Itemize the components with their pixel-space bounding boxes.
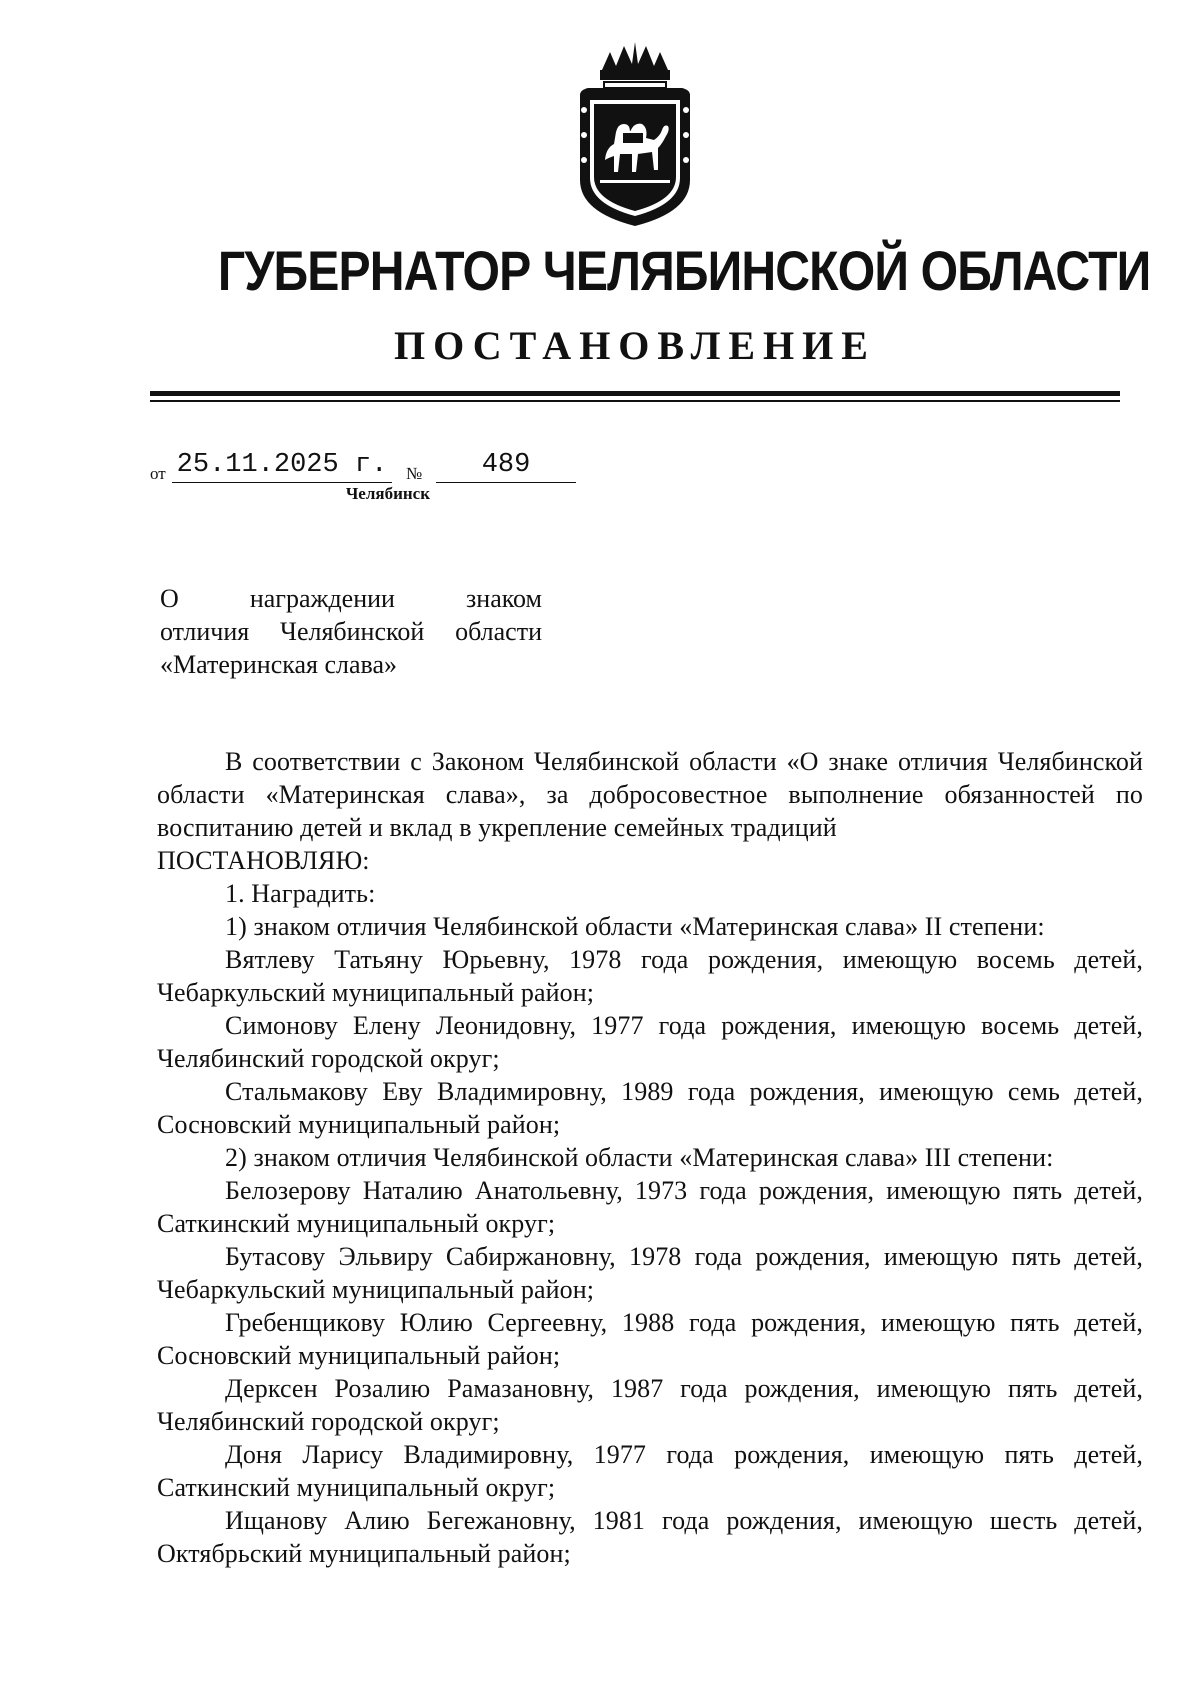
awardee-entry: Стальмакову Еву Владимировну, 1989 года рождения, имеющую семь детей, Сосновский муниципальный район; (157, 1077, 1143, 1139)
resolve-keyword: ПОСТАНОВЛЯЮ: (157, 846, 370, 875)
issuing-authority: ГУБЕРНАТОР ЧЕЛЯБИНСКОЙ ОБЛАСТИ (217, 239, 1151, 302)
awardee-entry: Вятлеву Татьяну Юрьевну, 1978 года рождения, имеющую восемь детей, Чебаркульский муниципальный район; (157, 945, 1143, 1007)
date-label: от (150, 464, 166, 483)
awardee-entry: Ищанову Алию Бегежановну, 1981 года рождения, имеющую шесть детей, Октябрьский муниципальный район; (157, 1506, 1143, 1568)
document-city: Челябинск (345, 484, 430, 503)
awardee-entry: Доня Ларису Владимировну, 1977 года рождения, имеющую пять детей, Саткинский муниципальный округ; (157, 1440, 1143, 1502)
clause-1: 1. Наградить: (225, 879, 376, 908)
document-meta (150, 448, 610, 488)
preamble-paragraph: В соответствии с Законом Челябинской области «О знаке отличия Челябинской области «Материнская слава», за добросовестное выполнение обязанностей по воспитанию детей и вклад в укрепление семейных традиций (157, 747, 1143, 842)
subclause-2-heading: 2) знаком отличия Челябинской области «Материнская слава» III степени: (225, 1143, 1054, 1172)
subclause-1-heading: 1) знаком отличия Челябинской области «Материнская слава» II степени: (225, 912, 1045, 941)
coat-of-arms-icon (560, 40, 710, 230)
document-subject (160, 582, 542, 681)
document-date: 25.11.2025 г. (172, 448, 392, 483)
awardee-entry: Симонову Елену Леонидовну, 1977 года рождения, имеющую восемь детей, Челябинский городской округ; (157, 1011, 1143, 1073)
awardee-entry: Белозерову Наталию Анатольевну, 1973 года рождения, имеющую пять детей, Саткинский муниципальный округ; (157, 1176, 1143, 1238)
document-type: ПОСТАНОВЛЕНИЕ (394, 323, 876, 368)
header-divider-thick (150, 391, 1120, 396)
awardee-entry: Бутасову Эльвиру Сабиржановну, 1978 года рождения, имеющую пять детей, Чебаркульский муниципальный район; (157, 1242, 1143, 1304)
subject-line: О награждении знаком (160, 584, 542, 613)
document-body (157, 745, 1143, 1570)
awardee-entry: Дерксен Розалию Рамазановну, 1987 года рождения, имеющую пять детей, Челябинский городской округ; (157, 1374, 1143, 1436)
number-label: № (406, 464, 423, 483)
awardee-entry: Гребенщикову Юлию Сергеевну, 1988 года рождения, имеющую пять детей, Сосновский муниципальный район; (157, 1308, 1143, 1370)
header-divider-thin (150, 400, 1120, 402)
subject-line: отличия Челябинской области (160, 617, 542, 646)
subject-line: «Материнская слава» (160, 650, 398, 679)
document-number: 489 (436, 448, 576, 483)
